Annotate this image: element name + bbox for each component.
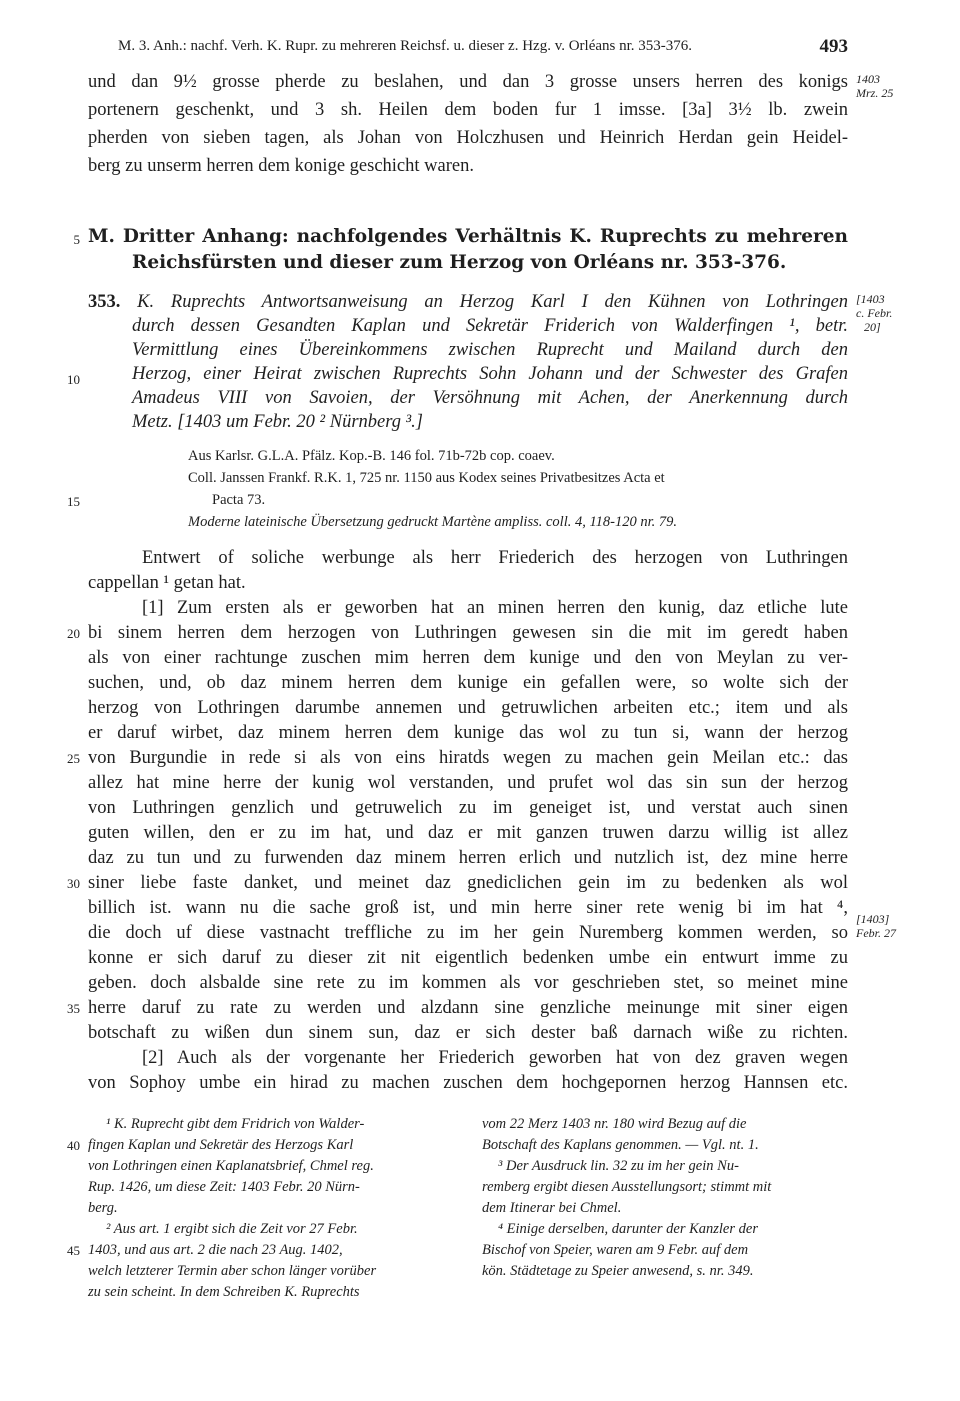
- document-number: 353.: [88, 292, 121, 312]
- source-line: Coll. Janssen Frankf. R.K. 1, 725 nr. 1150 aus Kodex seines Privatbesitzes Acta et: [188, 470, 665, 486]
- body-line: botschaft zu wißen dun sinem sun, daz er sich dester baß darnach wiße zu richten.: [88, 1023, 848, 1043]
- body-line: herre daruf zu rate zu werden und alzdann sine genzliche meinunge mit siner eigen: [88, 998, 848, 1018]
- running-title: M. 3. Anh.: nachf. Verh. K. Rupr. zu mehreren Reichsf. u. dieser z. Hzg. v. Orléans nr. 353-376.: [118, 38, 693, 54]
- date-note-day: 20]: [864, 320, 881, 334]
- line-number: 5: [73, 232, 80, 247]
- body-line: daz zu tun und zu furwenden daz minem herren erlich und nutzlich ist, dez mine herre: [88, 848, 848, 868]
- intro-line: pherden von sieben tagen, als Johan von Holczhusen und Heinrich Herdan gein Heidel-: [88, 128, 848, 148]
- margin-date-note: [856, 72, 893, 100]
- line-number: 15: [67, 494, 80, 509]
- body-line: allez hat mine herre der kunig wol verstanden, und prufet wol das sin sun der herzog: [88, 773, 848, 793]
- body-line: billich ist. wann nu die sache groß ist, und min herre siner rete wenig bi im hat ⁴,: [88, 898, 848, 918]
- footnote-line: remberg ergibt diesen Ausstellungsort; stimmt mit: [482, 1179, 772, 1195]
- regest-line: durch dessen Gesandten Kaplan und Sekretär Friderich von Walderfingen ¹, betr.: [132, 316, 848, 336]
- body-line: [2] Auch als der vorgenante her Friederich geworben hat von dez graven wegen: [142, 1048, 848, 1068]
- running-header: [118, 38, 848, 55]
- footnote-line: ² Aus art. 1 ergibt sich die Zeit vor 27 Febr.: [106, 1221, 358, 1237]
- body-line: von Luthringen genzlich und getruwelich zu im geneiget ist, und verstat auch sinen: [88, 798, 848, 818]
- footnote-line: Botschaft des Kaplans genommen. — Vgl. nt. 1.: [482, 1137, 759, 1153]
- body-margin-date-note: [856, 912, 896, 940]
- body-line: konne er sich daruf zu dieser zit nit eigentlich bedenken umbe ein entwurt imme zu: [88, 948, 848, 968]
- footnote-line: vom 22 Merz 1403 nr. 180 wird Bezug auf die: [482, 1116, 747, 1132]
- intro-line: portenern geschenkt, und 3 sh. Heilen dem boden fur 1 imsse. [3a] 3½ lb. zwein: [88, 100, 848, 120]
- source-line: Moderne lateinische Übersetzung gedruckt Martène ampliss. coll. 4, 118-120 nr. 79.: [188, 514, 678, 530]
- line-number: 20: [67, 626, 80, 641]
- regest-line: Herzog, einer Heirat zwischen Ruprechts Sohn Johann und der Schwester des Grafen: [132, 364, 848, 384]
- footnote-line: kön. Städtetage zu Speier anwesend, s. nr. 349.: [482, 1263, 754, 1279]
- margin-date-day: Mrz. 25: [856, 86, 894, 100]
- footnote-line: berg.: [88, 1200, 118, 1216]
- body-line: als von einer rachtunge zuschen mim herren dem kunige und den von Meylan zu ver-: [88, 648, 848, 668]
- body-line: er daruf wirbet, daz minem herren dem kunige das wol zu tun si, wann der herzog: [88, 723, 848, 743]
- line-number: 45: [67, 1243, 80, 1258]
- regest-text: K. Ruprechts Antwortsanweisung an Herzog Karl I den Kühnen von Lothringen: [137, 292, 849, 312]
- body-line: suchen, und, ob daz minem herren dem kunige ein gefallen were, so wolte sich der: [88, 673, 848, 693]
- regest-line: Vermittlung eines Übereinkommens zwischen Ruprecht und Mailand durch den: [132, 340, 848, 360]
- line-number: 30: [67, 876, 80, 891]
- line-number: 25: [67, 751, 80, 766]
- footnote-line: 1403, und aus art. 2 die nach 23 Aug. 1402,: [88, 1242, 343, 1258]
- body-line: von Burgundie in rede si als von eins hiratds wegen zu machen gein Meilan etc.: das: [88, 748, 848, 768]
- body-line: [1] Zum ersten als er geworben hat an minen herren den kunig, daz etliche lute: [142, 598, 848, 618]
- footnote-line: Rup. 1426, um diese Zeit: 1403 Febr. 20 Nürn-: [88, 1179, 360, 1195]
- body-line: herzog von Lothringen darumbe annemen und getruwlichen arbeiten etc.; item und als: [88, 698, 848, 718]
- regest-line: Metz. [1403 um Febr. 20 ² Nürnberg ³.]: [132, 412, 423, 432]
- footnote-line: Bischof von Speier, waren am 9 Febr. auf dem: [482, 1242, 749, 1258]
- source-line: Pacta 73.: [212, 492, 266, 508]
- body-line: cappellan ¹ getan hat.: [88, 573, 246, 593]
- line-number: 10: [67, 372, 80, 387]
- footnote-line: ¹ K. Ruprecht gibt dem Fridrich von Walder-: [106, 1116, 365, 1132]
- footnote-line: von Lothringen einen Kaplanatsbrief, Chmel reg.: [88, 1158, 374, 1174]
- body-line: die doch uf diese vastnacht treffliche zu im her gein Nuremberg kommen werden, so: [88, 923, 848, 943]
- page-number: 493: [819, 36, 848, 57]
- footnote-line: ³ Der Ausdruck lin. 32 zu im her gein Nu-: [498, 1158, 739, 1174]
- line-number: 40: [67, 1138, 80, 1153]
- body-line: Entwert of soliche werbunge als herr Friederich des herzogen von Luthringen: [142, 548, 848, 568]
- date-note-year: [1403: [856, 292, 885, 306]
- section-heading: Reichsfürsten und dieser zum Herzog von Orléans nr. 353-376.: [132, 252, 787, 273]
- date-note-month: c. Febr.: [856, 306, 893, 320]
- regest-line: Amadeus VIII von Savoien, der Versöhnung mit Achen, der Anerkennung durch: [132, 388, 848, 408]
- source-line: Aus Karlsr. G.L.A. Pfälz. Kop.-B. 146 fol. 71b-72b cop. coaev.: [188, 448, 555, 464]
- body-line: siner liebe faste danket, und meinet daz gnediclichen gein im zu bedenken als wol: [88, 873, 848, 893]
- body-line: bi sinem herren dem herzogen von Luthringen gewesen sin die mit im geredt haben: [88, 623, 848, 643]
- body-line: geben. doch alsbalde sine rete zu im kommen als vor geschrieben stet, so meinet mine: [88, 973, 848, 993]
- margin-date-year: 1403: [856, 72, 880, 86]
- regest-date-note: [856, 292, 892, 334]
- footnote-line: zu sein scheint. In dem Schreiben K. Ruprechts: [88, 1284, 360, 1300]
- footnote-line: fingen Kaplan und Sekretär des Herzogs Karl: [88, 1137, 354, 1153]
- footnote-line: welch letzterer Termin aber schon länger vorüber: [88, 1263, 377, 1279]
- body-line: guten willen, den er zu im hat, und daz er mit ganzen truwen darzu willig ist allez: [88, 823, 848, 843]
- intro-line: berg zu unserm herren dem konige geschicht waren.: [88, 156, 474, 176]
- footnote-line: ⁴ Einige derselben, darunter der Kanzler der: [498, 1221, 758, 1237]
- regest-line: [88, 290, 849, 314]
- section-heading: M. Dritter Anhang: nachfolgendes Verhältnis K. Ruprechts zu mehreren: [88, 226, 848, 247]
- intro-line: und dan 9½ grosse pherde zu beslahen, und dan 3 grosse unsers herren des konigs: [88, 72, 848, 92]
- body-line: von Sophoy umbe ein hirad zu machen zuschen dem hochgepornen herzog Hannsen etc.: [88, 1073, 848, 1093]
- margin-date-year: [1403]: [856, 912, 890, 926]
- margin-date-day: Febr. 27: [856, 926, 896, 940]
- line-number: 35: [67, 1001, 80, 1016]
- footnote-line: dem Itinerar bei Chmel.: [482, 1200, 622, 1216]
